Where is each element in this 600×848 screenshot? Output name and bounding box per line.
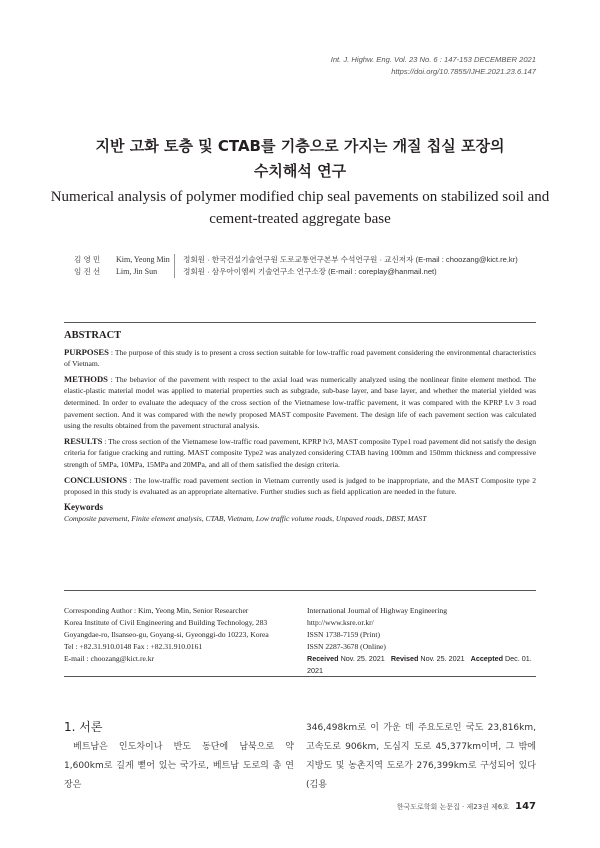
results-text: : The cross section of the Vietnamese low-traffic road pavement, KPRP lv3, MAST composite Type1 road pavement did not satisfy the design criteria for fatigue cracking and rutting. MAST composite Type2 was analyzed considering CTAB having 100mm and 150mm thickness and compressive strength of 5MPa, 10MPa, 15MPa and 20MPa, and all of them satisfied the design criteria. <box>64 436 536 469</box>
accepted-date: Dec. 01. 2021 <box>307 654 532 675</box>
corr-line: Tel : +82.31.910.0148 Fax : +82.31.910.0161 <box>64 642 203 651</box>
corr-line: Goyangdae-ro, Ilsanseo-gu, Goyang-si, Gyeonggi-do 10223, Korea <box>64 630 269 639</box>
abstract-purposes <box>64 347 536 370</box>
body-text-left: 베트남은 인도차이나 반도 동단에 남북으로 약 1,600km로 길게 뻗어 있는 국가로, 베트남 도로의 총 연장은 <box>64 742 294 790</box>
abstract-methods <box>64 374 536 432</box>
author-row <box>74 254 518 266</box>
author-list <box>74 254 518 278</box>
body-text-right: 346,498km로 이 가운 데 주요도로인 국도 23,816km, 고속도로 906km, 도심지 도로 45,377km이며, 그 밖에 지방도 및 농촌지역 도로가 276,399km로 구성되어 있다(김용 <box>306 723 536 790</box>
corr-line: Corresponding Author : Kim, Yeong Min, Senior Researcher <box>64 606 249 615</box>
keywords-heading: Keywords <box>64 501 103 512</box>
english-title-line-1: Numerical analysis of polymer modified chip seal pavements on stabilized soil and <box>50 189 550 205</box>
journal-info-block <box>307 605 547 677</box>
results-label: RESULTS <box>64 435 103 446</box>
author-row <box>74 266 518 278</box>
accepted-label: Accepted <box>470 654 503 663</box>
english-title-line-2: cement-treated aggregate base <box>209 211 391 227</box>
submission-dates <box>307 653 547 677</box>
conclusions-label: CONCLUSIONS <box>64 474 128 485</box>
received-label: Received <box>307 654 339 663</box>
abstract-top-divider <box>64 322 536 323</box>
corr-email[interactable]: E-mail : choozang@kict.re.kr <box>64 654 155 663</box>
body-column-left <box>64 738 294 795</box>
methods-text: : The behavior of the pavement with respect to the axial load was numerically analyzed using the nonlinear finite element method. The elastic-plastic material model was applied to material properties such as subgrade, sub-base layer, and base layer, and whether the material yielded was determined. In order to evaluate the adequacy of the cross section of the Vietnamese low-traffic pavement, it was compared with the KPRP Lv 3 road pavement section. And it was compared with the newly proposed MAST composite Pavement. The design life of each pavement section was calculated using the results obtained from the pavement structural analysis. <box>64 374 536 431</box>
journal-url[interactable]: http://www.ksre.or.kr/ <box>307 618 374 627</box>
english-title <box>40 186 560 230</box>
abstract-conclusions <box>64 475 536 498</box>
abstract-bottom-divider <box>64 590 536 591</box>
korean-title-line-2: 수치해석 연구 <box>253 162 347 180</box>
conclusions-text: : The low-traffic road pavement section in Vietnam currently used is judged to be inappropriate, and the MAST Composite type 2 proposed in this study is evaluated as an appropriate alternative. Further studies such as field application are needed in the future. <box>64 475 536 497</box>
body-top-divider <box>64 676 536 677</box>
korean-title-line-1: 지반 고화 토층 및 CTAB를 기층으로 가지는 개질 칩실 포장의 <box>95 137 505 155</box>
purposes-text: : The purpose of this study is to present a cross section suitable for low-traffic road pavement considering the environmental characteristics of Vietnam. <box>64 347 536 369</box>
purposes-label: PURPOSES <box>64 346 109 357</box>
body-column-right <box>306 719 536 795</box>
abstract-results <box>64 436 536 471</box>
keywords-list: Composite pavement, Finite element analysis, CTAB, Vietnam, Low traffic volume roads, Unpaved roads, DBST, MAST <box>64 514 427 524</box>
author-name-korean: 임 진 선 <box>74 267 101 276</box>
issn-print: ISSN 1738-7159 (Print) <box>307 630 380 639</box>
page-number: 147 <box>515 801 536 812</box>
author-affiliation: 정회원 · 한국건설기술연구원 도로교통연구본부 수석연구원 · 교신저자 (E-mail : choozang@kict.re.kr) <box>174 254 518 266</box>
journal-citation: Int. J. Highw. Eng. Vol. 23 No. 6 : 147-153 DECEMBER 2021 <box>330 55 536 64</box>
section-heading-introduction: 1. 서론 <box>64 720 103 734</box>
page-footer <box>397 801 536 812</box>
revised-date: Nov. 25. 2021 <box>420 654 465 663</box>
footer-journal-name: 한국도로학회 논문집 · 제23권 제6호 <box>396 803 510 811</box>
journal-name: International Journal of Highway Engineering <box>307 606 448 615</box>
author-name-korean: 김 영 민 <box>74 255 101 264</box>
corresponding-author-block <box>64 605 304 665</box>
issn-online: ISSN 2287-3678 (Online) <box>307 642 386 651</box>
abstract-section <box>64 330 536 525</box>
methods-label: METHODS <box>64 373 108 384</box>
abstract-heading: ABSTRACT <box>64 330 122 341</box>
author-name-english: Kim, Yeong Min <box>116 255 170 264</box>
journal-doi[interactable]: https://doi.org/10.7855/IJHE.2021.23.6.147 <box>391 67 536 76</box>
received-date: Nov. 25. 2021 <box>340 654 385 663</box>
revised-label: Revised <box>390 654 419 663</box>
corr-line: Korea Institute of Civil Engineering and Building Technology, 283 <box>64 618 268 627</box>
journal-header <box>331 54 536 78</box>
author-name-english: Lim, Jin Sun <box>116 267 158 276</box>
author-affiliation: 정회원 · 삼우아이엠씨 기술연구소 연구소장 (E-mail : coreplay@hanmail.net) <box>174 266 437 278</box>
korean-title <box>40 134 560 184</box>
